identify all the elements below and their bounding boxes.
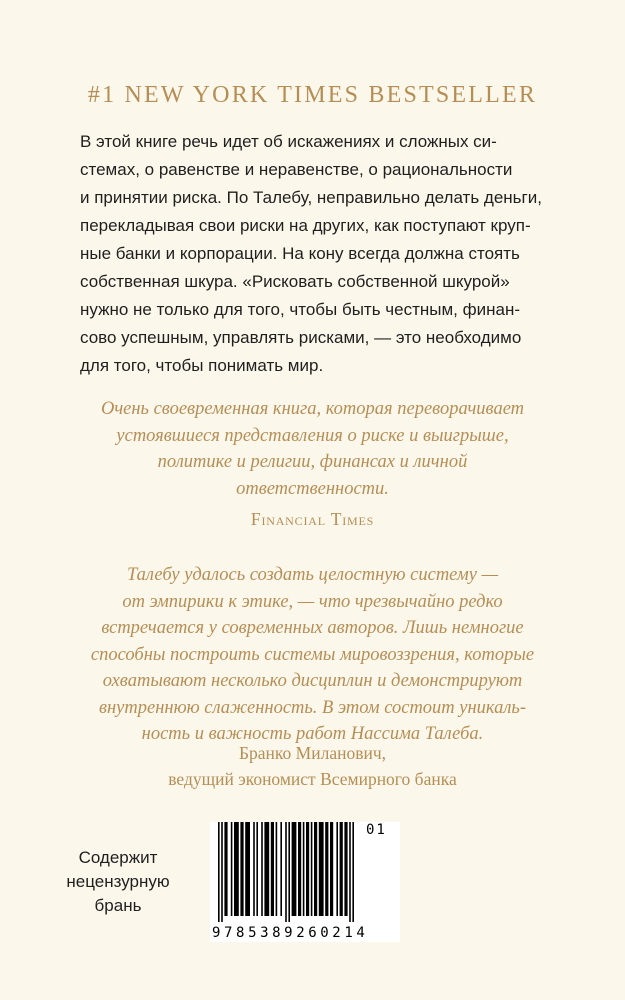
description-line: собственная шкура. «Рисковать собственной шкурой» xyxy=(80,272,510,291)
quote-line: политике и религии, финансах и личной xyxy=(157,452,468,472)
quote-line: Очень своевременная книга, которая переворачивает xyxy=(100,399,525,419)
quote-line: ность и важность работ Нассима Талеба. xyxy=(141,724,484,744)
barcode-bar xyxy=(276,822,278,916)
description-line: ные банки и корпорации. На кону всегда должна стоять xyxy=(80,244,520,263)
barcode-digits: 9785389260214 xyxy=(212,925,369,941)
review-quote-financial-times xyxy=(40,396,585,502)
book-description xyxy=(80,128,546,380)
barcode-bar xyxy=(264,822,269,916)
barcode-bar xyxy=(311,822,313,916)
quote-line: внутреннюю слаженность. В этом состоит уникаль- xyxy=(98,697,527,718)
barcode-bar xyxy=(224,822,227,916)
attribution-line: ведущий экономист Всемирного банка xyxy=(168,769,457,789)
description-line: сово успешным, управлять рисками, — это необходимо xyxy=(80,328,522,347)
barcode-bar xyxy=(344,822,347,916)
barcode-bar xyxy=(288,822,290,922)
review-quote-milanovic xyxy=(40,562,585,748)
barcode-bar xyxy=(349,822,351,922)
barcode-bar xyxy=(292,822,297,916)
barcode-extension-digits: 01 xyxy=(366,822,387,838)
barcode-bar xyxy=(285,822,287,922)
barcode-bar xyxy=(325,822,328,916)
description-line: перекладывая свои риски на других, как поступают круп- xyxy=(80,216,531,235)
quote-line: встречается у современных авторов. Лишь немногие xyxy=(101,618,524,638)
content-warning xyxy=(62,846,174,918)
attribution-line: Бранко Миланович, xyxy=(238,743,386,763)
description-line: и принятии риска. По Талебу, неправильно делать деньги, xyxy=(80,188,542,207)
quote-line: от эмпирики к этике, — что чрезвычайно редко xyxy=(122,591,503,612)
barcode-bar xyxy=(256,822,258,916)
warning-line: Содержит xyxy=(78,848,158,867)
description-line: нужно не только для того, чтобы быть честным, финан- xyxy=(80,300,521,319)
barcode-bar xyxy=(306,822,309,916)
barcode-bar xyxy=(234,822,239,916)
quote-attribution-milanovic xyxy=(40,740,585,792)
description-line: В этой книге речь идет об искажениях и сложных си- xyxy=(80,132,497,151)
isbn-barcode xyxy=(210,822,400,942)
quote-attribution-financial-times xyxy=(40,506,585,532)
quote-line: ответственности. xyxy=(236,478,389,499)
barcode-bar xyxy=(314,822,317,916)
barcode-bar xyxy=(280,822,282,916)
barcode-bar xyxy=(221,822,223,922)
attribution-line: Financial Times xyxy=(250,509,375,529)
barcode-bar xyxy=(336,822,338,916)
barcode-bar xyxy=(253,822,255,916)
barcode-bar xyxy=(340,822,343,916)
barcode-bar xyxy=(240,822,243,916)
quote-line: охватывают несколько дисциплин и демонстрируют xyxy=(102,671,523,691)
barcode-bar xyxy=(298,822,301,916)
barcode-bar xyxy=(330,822,333,916)
description-line: стемах, о равенстве и неравенстве, о рациональности xyxy=(80,160,513,179)
quote-line: устоявшиеся представления о риске и выигрыше, xyxy=(116,425,509,446)
barcode-bar xyxy=(303,822,305,916)
barcode-bar xyxy=(245,822,250,916)
barcode-bar xyxy=(352,822,354,922)
description-line: для того, чтобы понимать мир. xyxy=(80,356,324,375)
barcode-bar xyxy=(218,822,220,922)
barcode-bar xyxy=(261,822,263,916)
bestseller-headline: #1 NEW YORK TIMES BESTSELLER xyxy=(87,82,538,108)
barcode-bar xyxy=(271,822,274,916)
barcode-bar xyxy=(231,822,233,916)
quote-line: Талебу удалось создать целостную систему — xyxy=(126,565,499,585)
warning-line: нецензурную xyxy=(66,872,170,891)
quote-line: способны построить системы мировоззрения, которые xyxy=(90,644,535,665)
warning-line: брань xyxy=(94,896,142,915)
barcode-bar xyxy=(319,822,324,916)
